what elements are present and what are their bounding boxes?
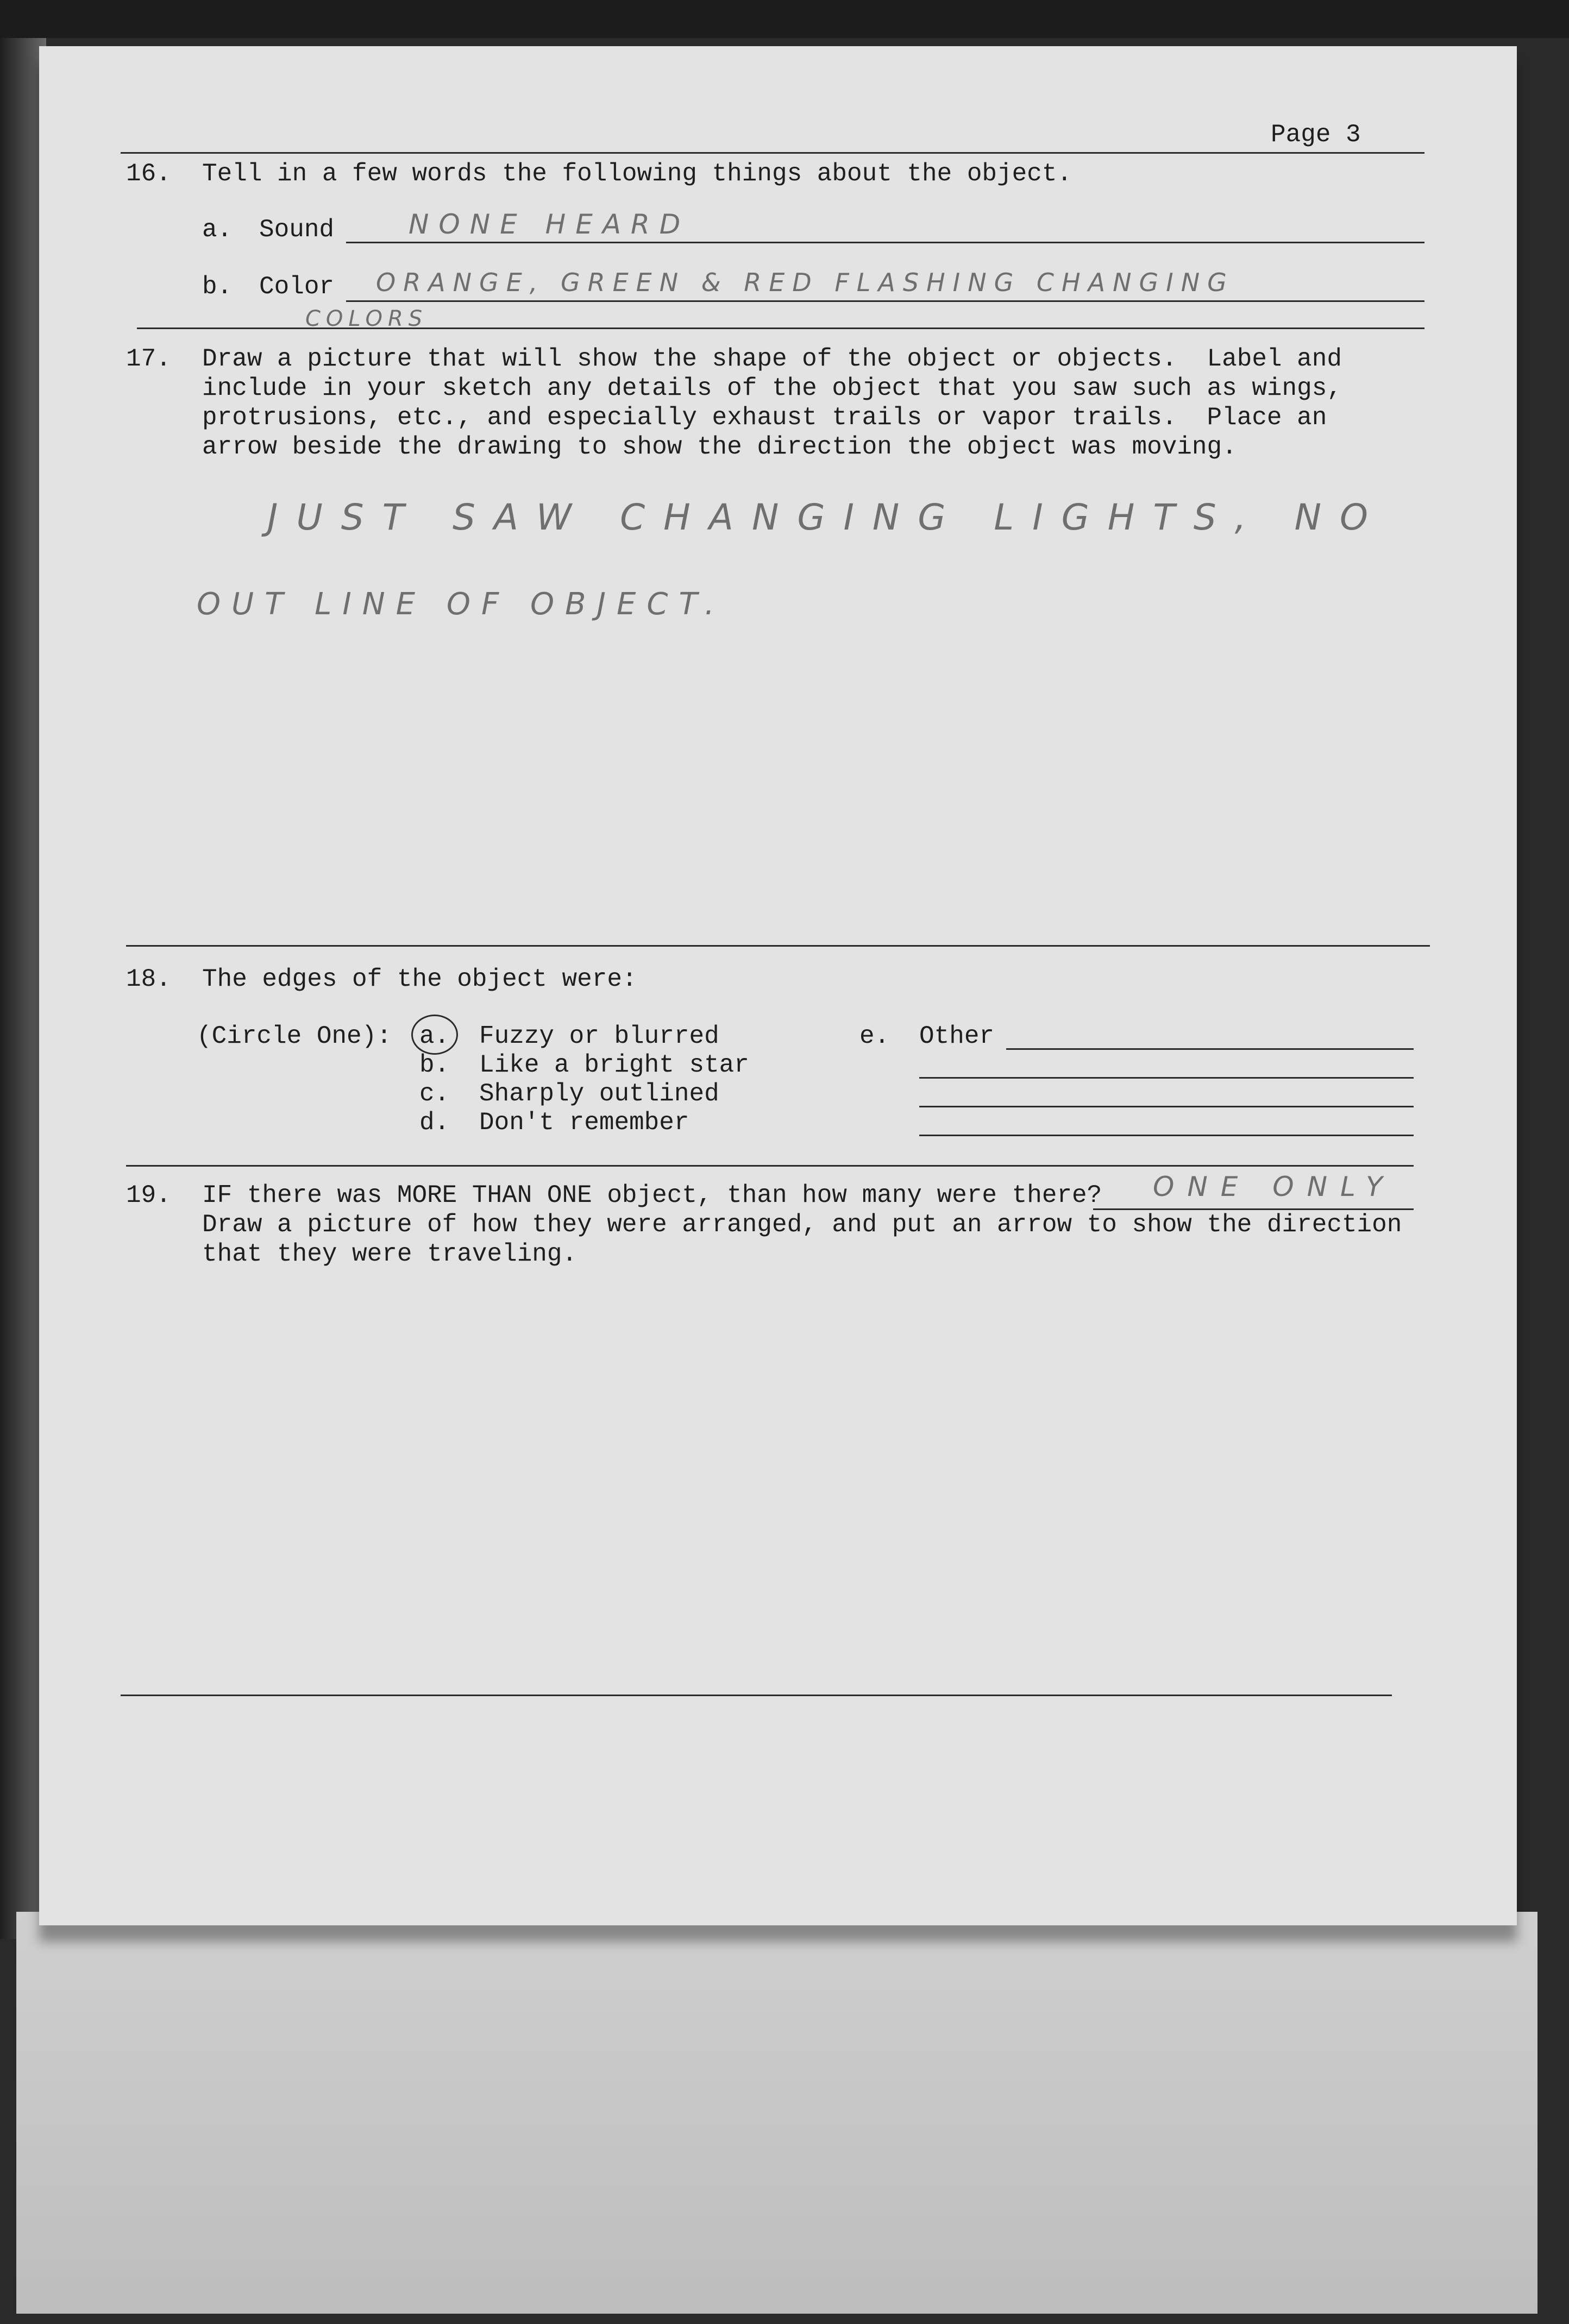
- other-answer-line-2: [919, 1077, 1414, 1079]
- scan-border-top: [0, 0, 1569, 38]
- q17-bottom-rule: [126, 945, 1430, 947]
- q16-color-answer-line1: ORANGE, GREEN & RED FLASHING CHANGING: [376, 268, 1234, 297]
- q18-option-b-letter: b.: [419, 1051, 450, 1079]
- q18-option-e-text: Other: [919, 1022, 995, 1050]
- q16-bottom-rule: [137, 327, 1424, 329]
- q18-circle-instruction: (Circle One):: [197, 1022, 392, 1050]
- q18-option-c-text: Sharply outlined: [479, 1080, 719, 1108]
- q17-answer-line2: OUT LINE OF OBJECT.: [197, 587, 725, 622]
- q18-option-d-text: Don't remember: [479, 1109, 689, 1137]
- q19-number: 19.: [126, 1181, 171, 1210]
- sound-answer-line: [346, 242, 1424, 243]
- page-number: Page 3: [1271, 121, 1361, 149]
- q16-color-label: Color: [259, 273, 335, 301]
- other-answer-line-4: [919, 1135, 1414, 1136]
- q16-color-answer-line2: COLORS: [305, 306, 428, 331]
- q16-number: 16.: [126, 160, 171, 188]
- color-answer-line: [346, 300, 1424, 302]
- q18-prompt: The edges of the object were:: [202, 965, 637, 993]
- q19-text-line3: that they were traveling.: [202, 1240, 578, 1268]
- other-answer-line-1: [1006, 1048, 1414, 1050]
- q19-answer: ONE ONLY: [1153, 1171, 1396, 1202]
- q18-option-a-text: Fuzzy or blurred: [479, 1022, 719, 1050]
- underlying-page: [16, 1912, 1537, 2314]
- q16-sound-label: Sound: [259, 216, 335, 244]
- q18-option-a-letter: a.: [419, 1022, 450, 1050]
- q17-number: 17.: [126, 345, 171, 373]
- q16-b-letter: b.: [202, 273, 233, 301]
- header-rule: [121, 152, 1424, 154]
- q18-option-d-letter: d.: [419, 1109, 450, 1137]
- q18-bottom-rule: [126, 1165, 1414, 1167]
- q19-text-line2: Draw a picture of how they were arranged, and put an arrow to show the direction: [202, 1211, 1402, 1239]
- q16-prompt: Tell in a few words the following things about the object.: [202, 160, 1072, 188]
- q18-option-b-text: Like a bright star: [479, 1051, 749, 1079]
- form-page: [39, 46, 1517, 1925]
- q19-text-line1: IF there was MORE THAN ONE object, than how many were there?: [202, 1181, 1102, 1210]
- q19-answer-line: [1093, 1208, 1414, 1210]
- q17-text-line3: protrusions, etc., and especially exhaust trails or vapor trails. Place an: [202, 404, 1327, 432]
- q18-option-e-letter: e.: [859, 1022, 890, 1050]
- q18-option-c-letter: c.: [419, 1080, 450, 1108]
- q16-sound-answer: NONE HEARD: [409, 209, 691, 240]
- other-answer-line-3: [919, 1106, 1414, 1107]
- q17-text-line1: Draw a picture that will show the shape of the object or objects. Label and: [202, 345, 1342, 373]
- q19-bottom-rule: [121, 1695, 1392, 1696]
- q16-a-letter: a.: [202, 216, 233, 244]
- q17-text-line2: include in your sketch any details of the object that you saw such as wings,: [202, 374, 1342, 402]
- q18-number: 18.: [126, 965, 171, 993]
- q17-text-line4: arrow beside the drawing to show the direction the object was moving.: [202, 433, 1237, 461]
- q17-answer-line1: JUST SAW CHANGING LIGHTS, NO: [267, 496, 1386, 538]
